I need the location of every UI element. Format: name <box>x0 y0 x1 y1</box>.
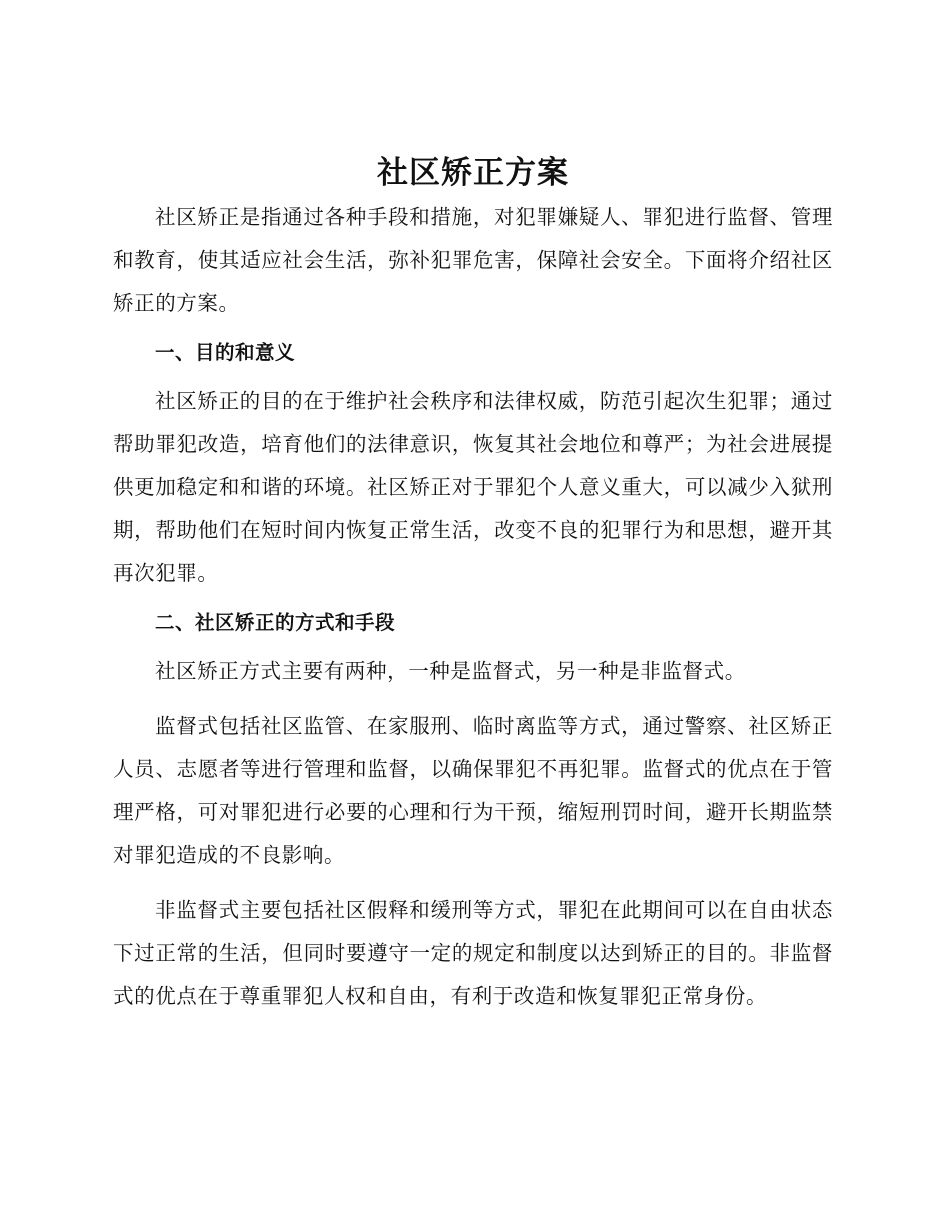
document-title: 社区矫正方案 <box>377 155 569 191</box>
section-methods-paragraph-2: 监督式包括社区监管、在家服刑、临时离监等方式，通过警察、社区矫正人员、志愿者等进行管理和监督，以确保罪犯不再犯罪。监督式的优点在于管理严格，可对罪犯进行必要的心理和行为干预，缩短刑罚时间，避开长期监禁对罪犯造成的不良影响。 <box>113 714 833 867</box>
document-page <box>113 150 833 1018</box>
section-purpose-paragraph: 社区矫正的目的在于维护社会秩序和法律权威，防范引起次生犯罪；通过帮助罪犯改造，培育他们的法律意识，恢复其社会地位和尊严；为社会进展提供更加稳定和和谐的环境。社区矫正对于罪犯个人意义重大，可以减少入狱刑期，帮助他们在短时间内恢复正常生活，改变不良的犯罪行为和思想，避开其再次犯罪。 <box>113 389 833 585</box>
spacer <box>113 877 833 889</box>
section-heading-purpose: 一、目的和意义 <box>155 341 296 364</box>
section-methods-paragraph-1: 社区矫正方式主要有两种，一种是监督式，另一种是非监督式。 <box>155 659 746 683</box>
section-methods-paragraph-3: 非监督式主要包括社区假释和缓刑等方式，罪犯在此期间可以在自由状态下过正常的生活，但同时要遵守一定的规定和制度以达到矫正的目的。非监督式的优点在于尊重罪犯人权和自由，有利于改造和恢复罪犯正常身份。 <box>113 898 833 1008</box>
spacer <box>113 693 833 705</box>
section-heading-methods: 二、社区矫正的方式和手段 <box>155 611 396 634</box>
intro-paragraph: 社区矫正是指通过各种手段和措施，对犯罪嫌疑人、罪犯进行监督、管理和教育，使其适应社会生活，弥补犯罪危害，保障社会安全。下面将介绍社区矫正的方案。 <box>113 205 833 315</box>
